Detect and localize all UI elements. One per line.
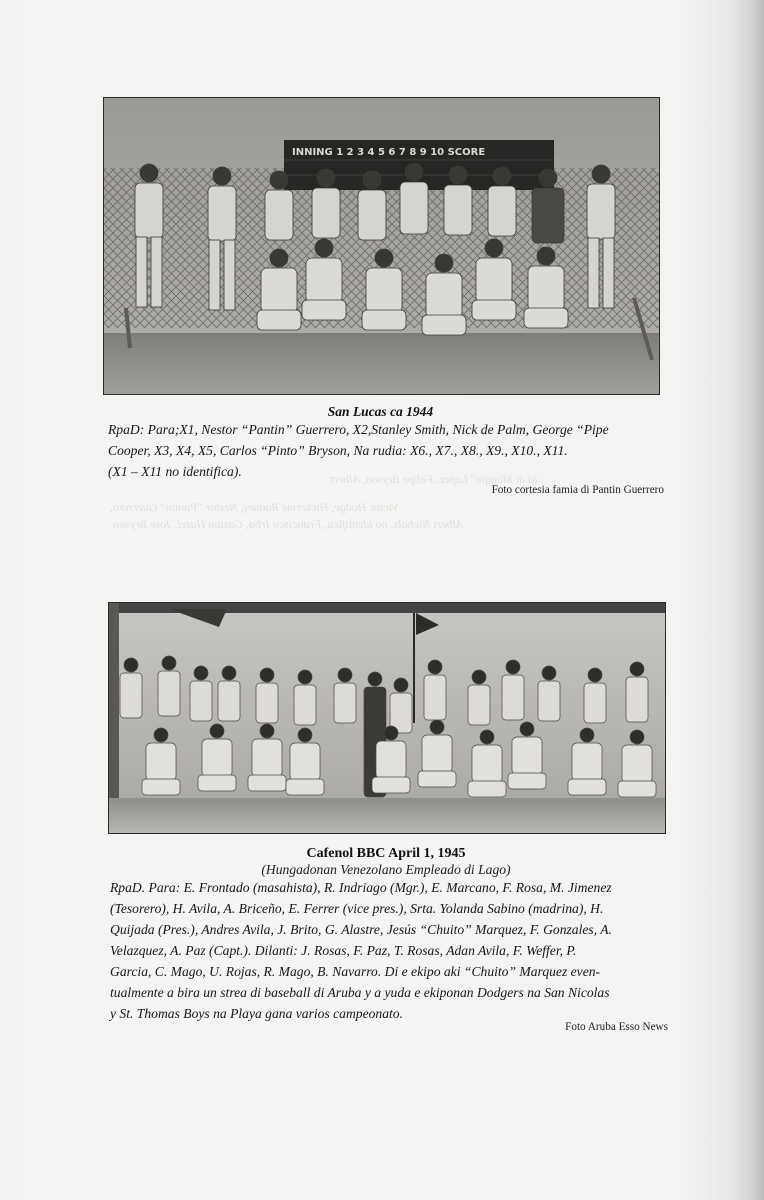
caption-line: RpaD. Para: E. Frontado (masahista), R. Indriago (Mgr.), E. Marcano, F. Rosa, M. Jimenez <box>110 880 612 895</box>
caption-line: Cooper, X3, X4, X5, Carlos “Pinto” Bryson, Na rudia: X6., X7., X8., X9., X10., X11. <box>108 443 568 458</box>
caption-line: y St. Thomas Boys na Playa gana varios campeonato. <box>110 1006 403 1021</box>
photo2-title: Cafenol BBC April 1, 1945 <box>306 846 466 861</box>
caption-line: Quijada (Pres.), Andres Avila, J. Brito, G. Alastre, Jesús “Chuito” Marquez, F. Gonzales, A. <box>110 922 612 937</box>
bleed-through-text: Victor Hodge, Hickerme Rodney, Nestor "Pantin" Guerrero, <box>110 500 399 514</box>
bleed-through-text: Albert Nichols, no identifica, Francisco Irba, Gaston Hazel, Jose Bryson. <box>110 517 464 531</box>
photo1-title: San Lucas ca 1944 <box>327 404 434 419</box>
bleed-through-text: ta di Maggie" Lopez. Felipe Bryson, Albert <box>330 472 538 486</box>
caption-line: Velazquez, A. Paz (Capt.). Dilanti: J. Rosas, F. Paz, T. Rosas, Adan Avila, F. Weffer, P. <box>110 943 577 958</box>
scoreboard-text: INNING 1 2 3 4 5 6 7 8 9 10 SCORE <box>292 147 486 158</box>
caption-line: tualmente a bira un strea di baseball di Aruba y a yuda e ekiponan Dodgers na San Nicolas <box>110 985 610 1000</box>
caption-line: Garcia, C. Mago, U. Rojas, R. Mago, B. Navarro. Di e ekipo aki “Chuito” Marquez even- <box>110 964 601 979</box>
photo1-caption <box>108 419 668 482</box>
caption-line: (Tesorero), H. Avila, A. Briceño, E. Ferrer (vice pres.), Srta. Yolanda Sabino (madrina), H. <box>110 901 604 916</box>
photo2-caption <box>110 877 674 1024</box>
photo2-subtitle: (Hungadonan Venezolano Empleado di Lago) <box>261 862 511 877</box>
team-photo-cafenol-bbc <box>108 602 666 834</box>
team-photo-san-lucas <box>103 97 660 395</box>
caption-line: RpaD: Para;X1, Nestor “Pantin” Guerrero, X2,Stanley Smith, Nick de Palm, George “Pipe <box>108 422 609 437</box>
caption-line: (X1 – X11 no identifica). <box>108 464 242 479</box>
photo2-credit: Foto Aruba Esso News <box>565 1021 668 1033</box>
photo1-credit: Foto cortesia famia di Pantin Guerrero <box>491 484 664 496</box>
